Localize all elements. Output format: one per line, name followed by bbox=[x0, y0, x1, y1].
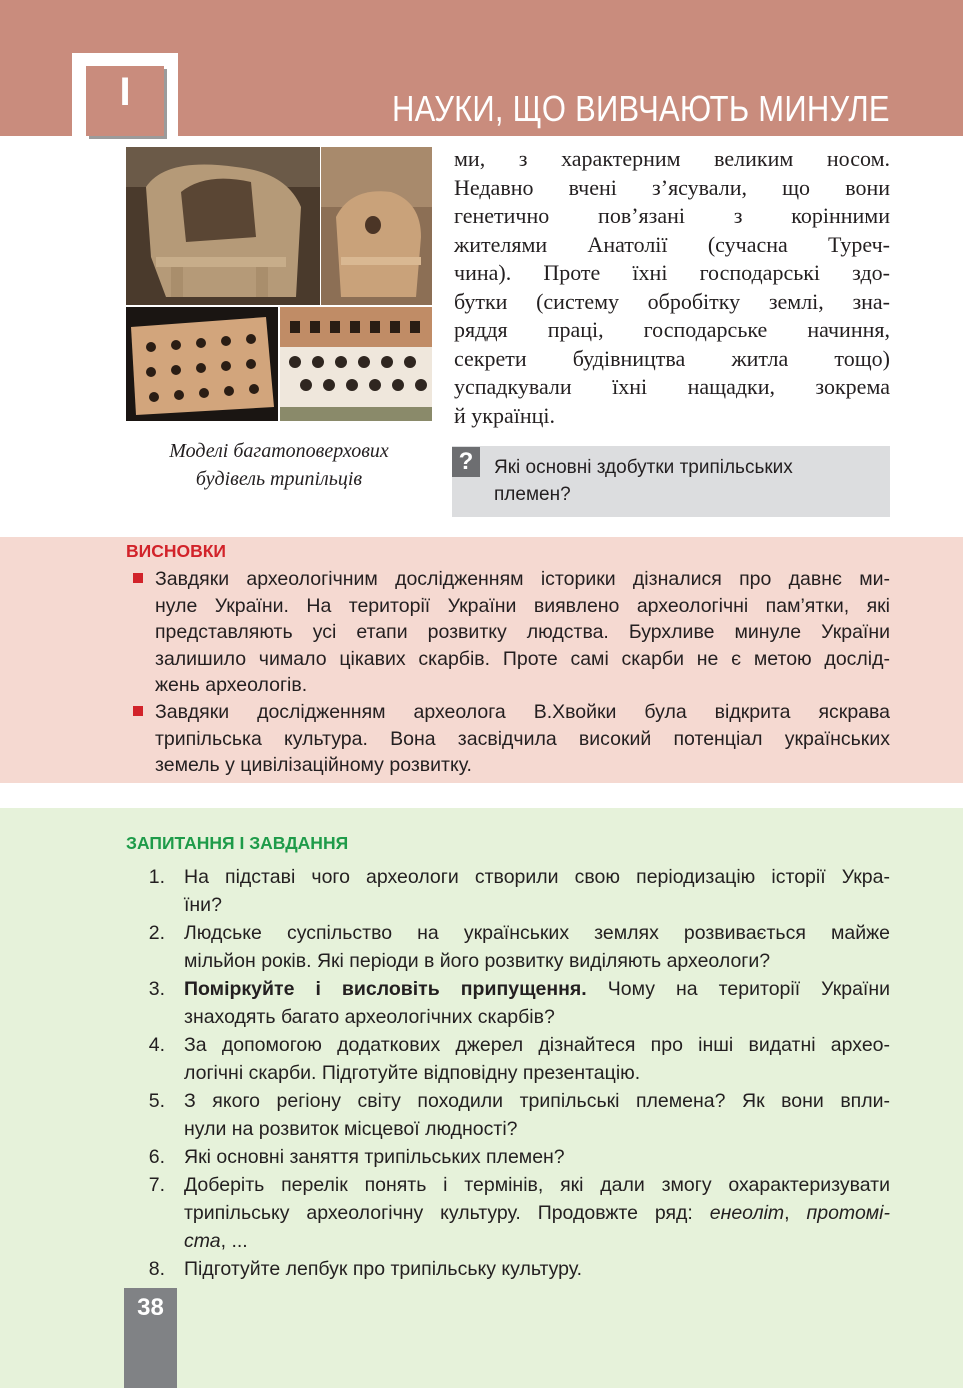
task-line: знаходять багато археологічних скарбів? bbox=[184, 1006, 555, 1028]
task-line: мільйон років. Які періоди в його розвитку виділяють археологи? bbox=[184, 950, 771, 972]
conclusion-line: земель у цивілізаційному розвитку. bbox=[155, 754, 472, 776]
conclusion-line: жень археологів. bbox=[155, 674, 308, 696]
body-text-line: жителями Анатолії (сучасна Туреч- bbox=[454, 231, 890, 257]
task-number: 1. bbox=[148, 866, 165, 888]
task-line bbox=[184, 1227, 890, 1255]
question-mark-icon: ? bbox=[452, 447, 480, 477]
task-text bbox=[184, 1031, 890, 1087]
task-text bbox=[184, 1171, 890, 1255]
task-line: Які основні заняття трипільських племен? bbox=[184, 1146, 565, 1168]
photo-model-bottom-right bbox=[280, 307, 432, 421]
task-line: На підставі чого археологи створили свою періодизацію історії Укра- bbox=[184, 866, 890, 888]
conclusion-item bbox=[155, 566, 890, 699]
bullet-icon bbox=[133, 573, 143, 583]
chapter-title: НАУКИ, ЩО ВИВЧАЮТЬ МИНУЛЕ bbox=[392, 88, 890, 129]
photo-model-bottom-left bbox=[126, 307, 278, 421]
task-line-plain: трипільську археологічну культуру. Продовжте ряд: bbox=[184, 1202, 710, 1224]
body-text-line: секрети будівництва житла тощо) bbox=[454, 345, 890, 371]
photo-model-top-right bbox=[321, 147, 432, 305]
task-line: За допомогою додаткових джерел дізнайтеся про інші видатні архео- bbox=[184, 1034, 890, 1056]
figure-caption-line: будівель трипільців bbox=[195, 468, 363, 490]
task-text bbox=[184, 1255, 890, 1283]
bullet-icon bbox=[133, 706, 143, 716]
task-text bbox=[184, 1087, 890, 1143]
task-line bbox=[184, 1199, 890, 1227]
task-line: Доберіть перелік понять і термінів, які дали змогу охарактеризувати bbox=[184, 1174, 890, 1196]
body-text-line: генетично пов’язані з корінними bbox=[454, 203, 890, 228]
task-number: 7. bbox=[148, 1174, 165, 1196]
task-line: нули на розвиток місцевої людності? bbox=[184, 1118, 518, 1140]
conclusion-item bbox=[155, 699, 890, 779]
conclusion-line: трипільська культура. Вона засвідчила високий потенціал українських bbox=[155, 727, 890, 750]
task-number: 5. bbox=[148, 1090, 165, 1112]
task-number: 8. bbox=[148, 1258, 165, 1280]
tasks-heading: ЗАПИТАННЯ І ЗАВДАННЯ bbox=[126, 833, 349, 853]
body-text-line: бутки (систему обробітку землі, зна- bbox=[454, 288, 890, 314]
task-line: З якого регіону світу походили трипільські племена? Як вони впли- bbox=[184, 1090, 890, 1112]
conclusion-line: представляють усі етапи розвитку людства. Бурхливе минуле України bbox=[155, 621, 890, 643]
term-eneolit: енеоліт bbox=[709, 1202, 785, 1224]
term-protomista: протомі- bbox=[806, 1202, 890, 1224]
conclusion-line: Завдяки дослідженням археолога В.Хвойки була відкрита яскрава bbox=[155, 701, 890, 723]
body-text-line: й українці. bbox=[454, 402, 555, 428]
task-line: логічні скарби. Підготуйте відповідну презентацію. bbox=[184, 1062, 641, 1084]
task-text bbox=[184, 919, 890, 975]
task-number: 2. bbox=[148, 922, 165, 944]
body-text-line: Недавно вчені з’ясували, що вони bbox=[454, 174, 890, 200]
task-line: їни? bbox=[184, 894, 222, 916]
body-text-line: ми, з характерним великим носом. bbox=[454, 146, 890, 171]
task-line-rest: , ... bbox=[220, 1230, 248, 1252]
chapter-number: I bbox=[119, 70, 131, 114]
conclusion-line: Завдяки археологічним дослідженням історики дізналися про давнє ми- bbox=[155, 568, 890, 590]
task-text bbox=[184, 975, 890, 1031]
question-text bbox=[494, 454, 874, 508]
body-text-line: чина). Проте їхні господарські здо- bbox=[454, 260, 890, 285]
question-line: племен? bbox=[494, 484, 571, 505]
conclusions-heading: ВИСНОВКИ bbox=[126, 541, 227, 561]
term-separator: , bbox=[784, 1202, 807, 1224]
body-text bbox=[454, 145, 890, 430]
task-line: Людське суспільство на українських землях розвивається майже bbox=[184, 922, 890, 944]
photo-model-top-left bbox=[126, 147, 320, 305]
task-text bbox=[184, 863, 890, 919]
page-number: 38 bbox=[137, 1294, 164, 1321]
task-line bbox=[184, 975, 890, 1003]
task-number: 6. bbox=[148, 1146, 165, 1168]
task-number: 4. bbox=[148, 1034, 165, 1056]
term-protomista-end: ста bbox=[184, 1230, 221, 1252]
conclusion-line: нуле України. На території України виявлено археологічні пам’ятки, які bbox=[155, 594, 890, 617]
figure-caption-line: Моделі багатоповерхових bbox=[169, 440, 389, 462]
body-text-line: ряддя праці, господарське начиння, bbox=[454, 317, 890, 342]
task-line-rest: Чому на території України bbox=[586, 978, 890, 1000]
task-emphasis: Поміркуйте і висловіть припущення. bbox=[184, 978, 587, 1000]
question-line: Які основні здобутки трипільських bbox=[494, 457, 793, 478]
body-text-line: успадкували їхні нащадки, зокрема bbox=[454, 374, 890, 399]
conclusion-line: залишило чимало цікавих скарбів. Проте самі скарби не є метою дослід- bbox=[155, 647, 890, 670]
task-text bbox=[184, 1143, 890, 1171]
task-line: Підготуйте лепбук про трипільську культуру. bbox=[184, 1258, 583, 1280]
figure-caption bbox=[126, 437, 432, 493]
task-number: 3. bbox=[148, 978, 165, 1000]
